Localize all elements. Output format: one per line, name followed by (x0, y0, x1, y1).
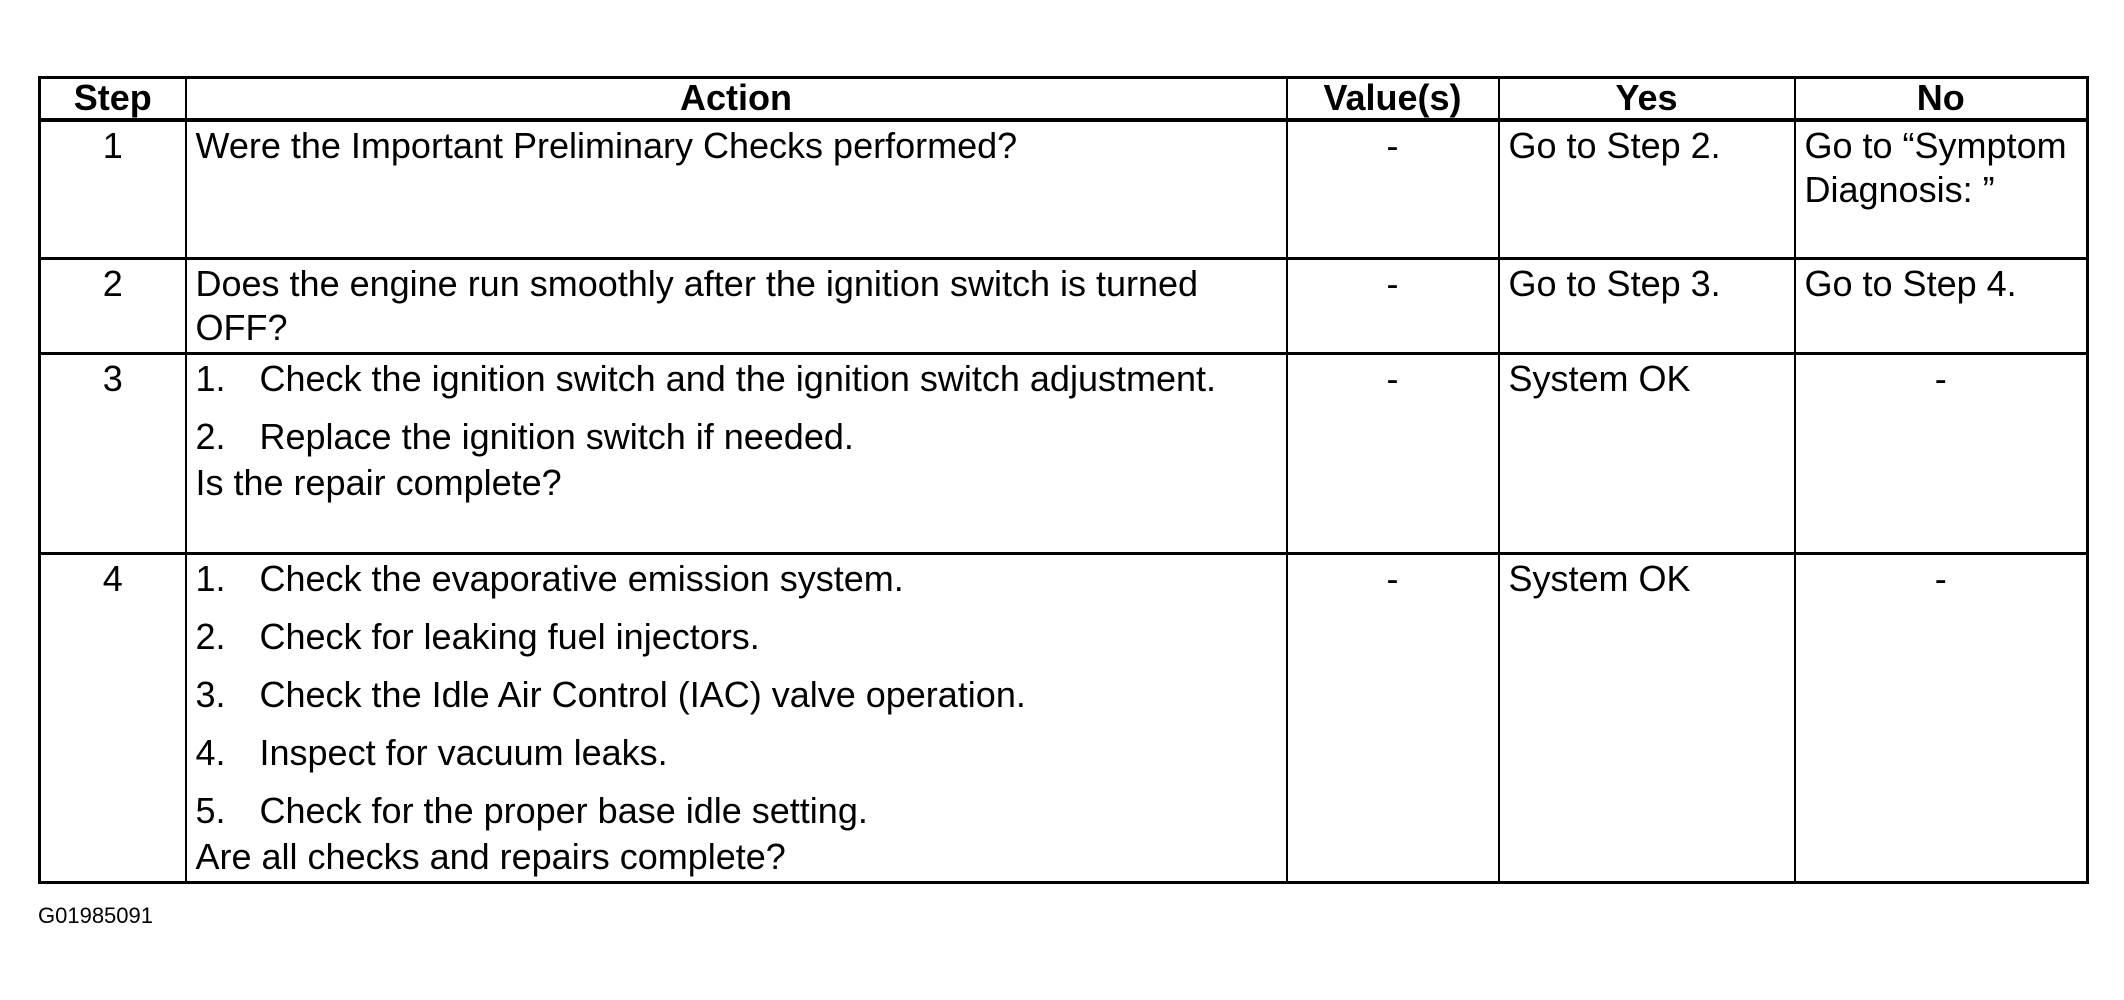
no-cell: Go to Step 4. (1795, 259, 2088, 354)
action-steps-list (196, 357, 1277, 459)
list-item-number: 3. (195, 674, 226, 715)
action-question: Are all checks and repairs complete? (195, 836, 786, 877)
list-item-text: Check the Idle Air Control (IAC) valve operation. (259, 674, 1026, 715)
list-item-text: Check for leaking fuel injectors. (259, 616, 760, 657)
yes-cell: System OK (1499, 554, 1795, 883)
value-cell: - (1287, 120, 1499, 259)
no-cell: - (1795, 554, 2088, 883)
header-yes: Yes (1499, 78, 1795, 120)
list-item (196, 789, 1277, 833)
action-cell (186, 554, 1287, 883)
list-item (196, 615, 1277, 659)
table-row (40, 120, 2088, 259)
list-item (196, 731, 1277, 775)
table-row (40, 259, 2088, 354)
value-cell: - (1287, 354, 1499, 554)
step-number: 3 (40, 354, 186, 554)
list-item-number: 1. (195, 358, 226, 399)
list-item (196, 357, 1277, 401)
list-item-number: 1. (195, 558, 226, 599)
step-number: 4 (40, 554, 186, 883)
step-number: 2 (40, 259, 186, 354)
action-cell (186, 354, 1287, 554)
value-cell: - (1287, 259, 1499, 354)
action-question: Is the repair complete? (195, 462, 562, 503)
no-cell: Go to “Symptom Diagnosis: ” (1795, 120, 2088, 259)
table-row (40, 354, 2088, 554)
list-item (196, 415, 1277, 459)
header-action: Action (186, 78, 1287, 120)
list-item-text: Check the evaporative emission system. (259, 558, 904, 599)
list-item-text: Inspect for vacuum leaks. (259, 732, 668, 773)
list-item (196, 673, 1277, 717)
figure-id: G01985091 (38, 903, 153, 928)
header-values: Value(s) (1287, 78, 1499, 120)
yes-cell: Go to Step 2. (1499, 120, 1795, 259)
step-number: 1 (40, 120, 186, 259)
action-cell: Were the Important Preliminary Checks performed? (186, 120, 1287, 259)
no-cell: - (1795, 354, 2088, 554)
header-row (40, 78, 2088, 120)
list-item-text: Check for the proper base idle setting. (259, 790, 868, 831)
yes-cell: System OK (1499, 354, 1795, 554)
header-step: Step (40, 78, 186, 120)
list-item-number: 4. (195, 732, 226, 773)
list-item-text: Replace the ignition switch if needed. (259, 416, 854, 457)
action-cell: Does the engine run smoothly after the ignition switch is turned OFF? (186, 259, 1287, 354)
table-row (40, 554, 2088, 883)
yes-cell: Go to Step 3. (1499, 259, 1795, 354)
action-steps-list (196, 557, 1277, 833)
list-item-number: 5. (195, 790, 226, 831)
list-item-text: Check the ignition switch and the ignition switch adjustment. (259, 358, 1217, 399)
list-item-number: 2. (195, 416, 226, 457)
list-item-number: 2. (195, 616, 226, 657)
value-cell: - (1287, 554, 1499, 883)
diagnostic-table (38, 76, 2089, 884)
list-item (196, 557, 1277, 601)
header-no: No (1795, 78, 2088, 120)
